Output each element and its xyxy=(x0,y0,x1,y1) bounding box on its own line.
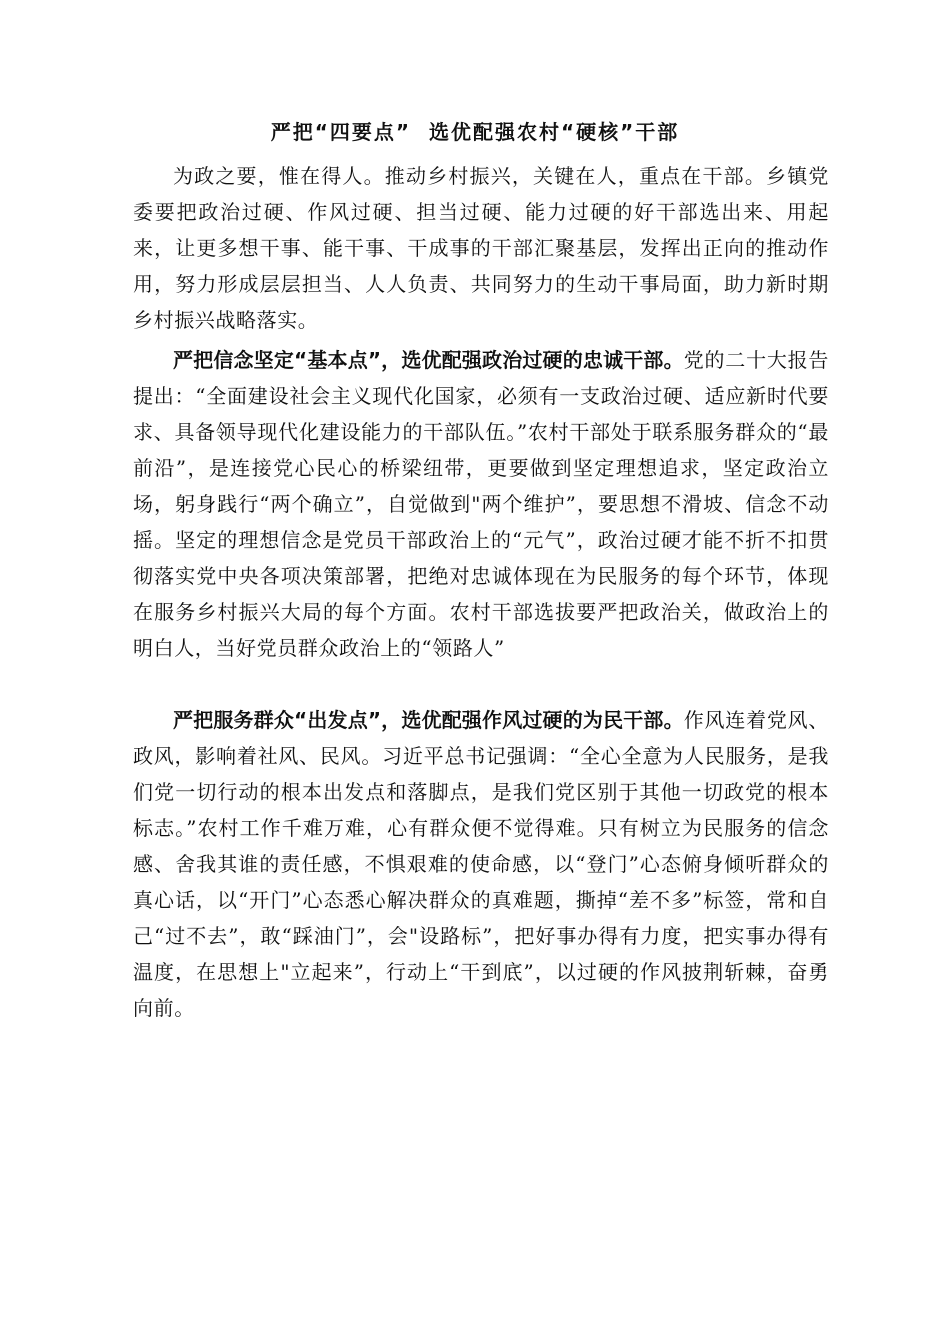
paragraph-text: 作风连着党风、政风，影响着社风、民风。习近平总书记强调：“全心全意为人民服务，是我们党一切行动的根本出发点和落脚点，是我们党区别于其他一切政党的根本标志。”农村工作千难万难，心有群众便不觉得难。只有树立为民服务的信念感、舍我其谁的责任感，不惧艰难的使命感，以“登门”心态俯身倾听群众的真心话，以“开门”心态悉心解决群众的真难题，撕掉“差不多”标签，常和自己“过不去”，敢“踩油门”，会"设路标”，把好事办得有力度，把实事办得有温度，在思想上"立起来”，行动上“干到底”，以过硬的作风披荆斩棘，奋勇向前。 xyxy=(133,708,829,1020)
paragraph-text: 党的二十大报告提出：“全面建设社会主义现代化国家，必须有一支政治过硬、适应新时代要求、具备领导现代化建设能力的干部队伍。”农村干部处于联系服务群众的“最前沿”，是连接党心民心的桥梁纽带，更要做到坚定理想追求，坚定政治立场，躬身践行“两个确立”，自觉做到"两个维护”，要思想不滑坡、信念不动摇。坚定的理想信念是党员干部政治上的“元气”，政治过硬才能不折不扣贯彻落实党中央各项决策部署，把绝对忠诚体现在为民服务的每个环节，体现在服务乡村振兴大局的每个方面。农村干部选拔要严把政治关，做政治上的明白人，当好党员群众政治上的“领路人” xyxy=(133,348,829,660)
paragraph-text: 为政之要，惟在得人。推动乡村振兴，关键在人，重点在干部。乡镇党委要把政治过硬、作风过硬、担当过硬、能力过硬的好干部选出来、用起来，让更多想干事、能干事、干成事的干部汇聚基层，发挥出正向的推动作用，努力形成层层担当、人人负责、共同努力的生动干事局面，助力新时期乡村振兴战略落实。 xyxy=(133,164,829,332)
paragraph-intro xyxy=(133,158,829,338)
paragraph-lead: 严把服务群众“出发点”，选优配强作风过硬的为民干部。 xyxy=(173,708,684,732)
paragraph-political-integrity xyxy=(133,342,829,666)
document-title: 严把“四要点” 选优配强农村“硬核”干部 xyxy=(270,120,680,144)
paragraph-serving-masses xyxy=(133,702,829,1026)
paragraph-lead: 严把信念坚定“基本点”，选优配强政治过硬的忠诚干部。 xyxy=(173,348,684,372)
